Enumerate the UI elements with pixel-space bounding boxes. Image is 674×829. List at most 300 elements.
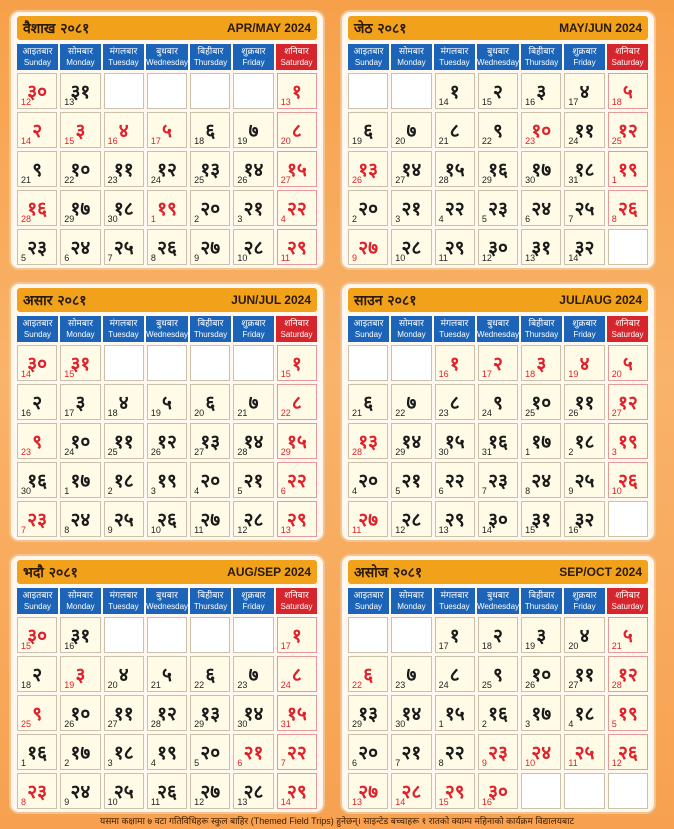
weekday-header <box>60 588 101 614</box>
gregorian-date: 5 <box>194 758 200 768</box>
day-cell[interactable] <box>277 73 317 109</box>
day-cell[interactable] <box>521 734 561 770</box>
day-cell[interactable] <box>391 112 431 148</box>
day-cell[interactable] <box>348 423 388 459</box>
weekday-en: Monday <box>66 58 95 67</box>
day-cell[interactable] <box>478 462 518 498</box>
day-cell[interactable] <box>391 773 431 809</box>
day-cell[interactable] <box>104 695 144 731</box>
day-cell[interactable] <box>190 384 230 420</box>
day-cell[interactable] <box>478 501 518 537</box>
day-cell[interactable] <box>233 695 273 731</box>
day-cell[interactable] <box>277 423 317 459</box>
gregorian-date: 15 <box>280 369 291 379</box>
nepali-date: १६ <box>27 470 48 492</box>
gregorian-date: 27 <box>611 408 622 418</box>
day-cell[interactable] <box>521 190 561 226</box>
gregorian-date: 19 <box>237 136 248 146</box>
day-cell[interactable] <box>233 112 273 148</box>
day-cell[interactable] <box>17 773 57 809</box>
day-cell[interactable] <box>435 773 475 809</box>
day-cell[interactable] <box>608 345 648 381</box>
weekday-np: सोमबार <box>67 318 93 328</box>
day-cell[interactable] <box>190 656 230 692</box>
empty-day-cell <box>147 73 187 109</box>
gregorian-date: 29 <box>352 719 363 729</box>
day-cell[interactable] <box>190 423 230 459</box>
day-cell[interactable] <box>564 151 604 187</box>
day-cell[interactable] <box>564 656 604 692</box>
day-cell[interactable] <box>147 229 187 265</box>
gregorian-date: 30 <box>438 447 449 457</box>
day-cell[interactable] <box>233 190 273 226</box>
day-cell[interactable] <box>348 151 388 187</box>
nepali-date: २० <box>358 198 379 220</box>
day-cell[interactable] <box>608 151 648 187</box>
weekday-np: शुक्रबार <box>241 46 266 56</box>
day-cell[interactable] <box>521 112 561 148</box>
gregorian-date: 19 <box>64 680 75 690</box>
day-cell[interactable] <box>104 773 144 809</box>
day-cell[interactable] <box>277 617 317 653</box>
day-cell[interactable] <box>277 773 317 809</box>
nepali-date: ११ <box>113 431 134 453</box>
weekday-en: Thursday <box>193 58 228 67</box>
day-cell[interactable] <box>391 423 431 459</box>
gregorian-date: 14 <box>21 136 32 146</box>
weekday-header-row <box>348 588 648 614</box>
gregorian-date: 22 <box>481 136 492 146</box>
day-cell[interactable] <box>478 656 518 692</box>
day-cell[interactable] <box>478 151 518 187</box>
day-cell[interactable] <box>60 151 100 187</box>
nepali-date: २० <box>358 742 379 764</box>
day-cell[interactable] <box>391 190 431 226</box>
day-cell[interactable] <box>190 695 230 731</box>
day-cell[interactable] <box>435 617 475 653</box>
day-cell[interactable] <box>277 695 317 731</box>
day-cell[interactable] <box>233 734 273 770</box>
day-cell[interactable] <box>478 695 518 731</box>
weekday-en: Wednesday <box>145 602 189 611</box>
nepali-date: २९ <box>444 237 465 259</box>
weekday-header <box>233 588 274 614</box>
day-cell[interactable] <box>147 190 187 226</box>
day-cell[interactable] <box>564 617 604 653</box>
nepali-date: २५ <box>113 509 134 531</box>
weekday-np: सोमबार <box>67 590 93 600</box>
gregorian-date: 26 <box>568 408 579 418</box>
day-cell[interactable] <box>147 112 187 148</box>
gregorian-date: 13 <box>438 525 449 535</box>
nepali-date: १४ <box>401 703 422 725</box>
day-cell[interactable] <box>277 384 317 420</box>
weekday-np: मंगलबार <box>440 318 469 328</box>
day-cell[interactable] <box>478 73 518 109</box>
day-cell[interactable] <box>277 734 317 770</box>
day-cell[interactable] <box>348 229 388 265</box>
day-cell[interactable] <box>104 734 144 770</box>
day-cell[interactable] <box>348 773 388 809</box>
day-cell[interactable] <box>391 462 431 498</box>
day-cell[interactable] <box>348 112 388 148</box>
day-cell[interactable] <box>60 229 100 265</box>
gregorian-date: 13 <box>352 797 363 807</box>
nepali-date: १ <box>291 625 302 647</box>
day-cell[interactable] <box>478 190 518 226</box>
weekday-header <box>348 588 389 614</box>
gregorian-date: 23 <box>107 175 118 185</box>
day-cell[interactable] <box>564 345 604 381</box>
day-cell[interactable] <box>277 229 317 265</box>
day-cell[interactable] <box>147 462 187 498</box>
day-cell[interactable] <box>478 773 518 809</box>
day-cell[interactable] <box>147 656 187 692</box>
day-cell[interactable] <box>564 462 604 498</box>
weekday-header-row <box>348 44 648 70</box>
gregorian-date: 22 <box>395 408 406 418</box>
nepali-date: ३१ <box>531 237 552 259</box>
day-cell[interactable] <box>564 112 604 148</box>
weekday-np: बिहीबार <box>197 590 224 600</box>
day-cell[interactable] <box>564 695 604 731</box>
gregorian-date: 6 <box>525 214 531 224</box>
day-cell[interactable] <box>608 190 648 226</box>
day-cell[interactable] <box>233 656 273 692</box>
weekday-np: शुक्रबार <box>572 46 597 56</box>
day-cell[interactable] <box>564 734 604 770</box>
day-cell[interactable] <box>277 151 317 187</box>
day-cell[interactable] <box>17 656 57 692</box>
gregorian-date: 21 <box>611 641 622 651</box>
day-cell[interactable] <box>17 229 57 265</box>
gregorian-date: 18 <box>525 369 536 379</box>
nepali-date: ३ <box>75 392 86 414</box>
day-grid <box>17 345 317 537</box>
day-cell[interactable] <box>478 617 518 653</box>
day-cell[interactable] <box>435 190 475 226</box>
day-cell[interactable] <box>60 734 100 770</box>
gregorian-date: 15 <box>481 97 492 107</box>
nepali-date: ४ <box>579 625 590 647</box>
day-cell[interactable] <box>478 345 518 381</box>
weekday-np: शुक्रबार <box>241 318 266 328</box>
day-cell[interactable] <box>104 151 144 187</box>
month-title-np: साउन २०८१ <box>354 292 417 309</box>
day-cell[interactable] <box>104 229 144 265</box>
day-cell[interactable] <box>190 229 230 265</box>
nepali-date: २५ <box>113 781 134 803</box>
gregorian-date: 27 <box>568 680 579 690</box>
day-cell[interactable] <box>435 73 475 109</box>
day-cell[interactable] <box>60 112 100 148</box>
day-cell[interactable] <box>435 462 475 498</box>
day-cell[interactable] <box>60 384 100 420</box>
day-cell[interactable] <box>17 151 57 187</box>
day-cell[interactable] <box>17 345 57 381</box>
day-cell[interactable] <box>60 695 100 731</box>
gregorian-date: 12 <box>481 253 492 263</box>
day-cell[interactable] <box>190 151 230 187</box>
day-cell[interactable] <box>147 423 187 459</box>
gregorian-date: 10 <box>237 253 248 263</box>
weekday-np: बुधबार <box>487 590 509 600</box>
day-cell[interactable] <box>17 423 57 459</box>
weekday-np: शनिबार <box>284 590 309 600</box>
day-cell[interactable] <box>277 462 317 498</box>
day-cell[interactable] <box>521 617 561 653</box>
day-cell[interactable] <box>435 345 475 381</box>
nepali-date: १० <box>531 664 552 686</box>
day-cell[interactable] <box>17 112 57 148</box>
day-cell[interactable] <box>277 656 317 692</box>
nepali-date: १० <box>531 392 552 414</box>
day-cell[interactable] <box>521 423 561 459</box>
weekday-header <box>103 44 144 70</box>
day-cell[interactable] <box>190 462 230 498</box>
nepali-date: १७ <box>531 703 552 725</box>
day-cell[interactable] <box>17 190 57 226</box>
day-cell[interactable] <box>391 501 431 537</box>
day-cell[interactable] <box>564 384 604 420</box>
day-cell[interactable] <box>478 734 518 770</box>
day-cell[interactable] <box>435 151 475 187</box>
gregorian-date: 4 <box>568 719 574 729</box>
weekday-en: Thursday <box>193 602 228 611</box>
gregorian-date: 2 <box>352 214 358 224</box>
day-cell[interactable] <box>147 695 187 731</box>
day-cell[interactable] <box>435 734 475 770</box>
day-cell[interactable] <box>391 229 431 265</box>
day-cell[interactable] <box>348 190 388 226</box>
day-cell[interactable] <box>435 695 475 731</box>
nepali-date: १८ <box>574 159 595 181</box>
gregorian-date: 18 <box>107 408 118 418</box>
day-cell[interactable] <box>60 617 100 653</box>
day-cell[interactable] <box>521 695 561 731</box>
gregorian-date: 17 <box>438 641 449 651</box>
day-cell[interactable] <box>190 190 230 226</box>
nepali-date: २९ <box>286 509 307 531</box>
day-cell[interactable] <box>277 112 317 148</box>
day-cell[interactable] <box>564 73 604 109</box>
day-cell[interactable] <box>104 384 144 420</box>
day-cell[interactable] <box>233 501 273 537</box>
day-cell[interactable] <box>608 423 648 459</box>
gregorian-date: 16 <box>21 408 32 418</box>
day-cell[interactable] <box>521 656 561 692</box>
nepali-date: २४ <box>70 509 91 531</box>
day-cell[interactable] <box>348 501 388 537</box>
day-cell[interactable] <box>147 501 187 537</box>
day-cell[interactable] <box>60 501 100 537</box>
nepali-date: १५ <box>444 159 465 181</box>
nepali-date: १५ <box>286 159 307 181</box>
weekday-header <box>521 588 562 614</box>
day-cell[interactable] <box>233 229 273 265</box>
day-cell[interactable] <box>564 501 604 537</box>
day-cell[interactable] <box>608 617 648 653</box>
nepali-date: २५ <box>574 470 595 492</box>
day-cell[interactable] <box>147 734 187 770</box>
nepali-date: ३० <box>488 781 508 803</box>
day-cell[interactable] <box>147 773 187 809</box>
nepali-date: ११ <box>574 120 595 142</box>
day-cell[interactable] <box>435 112 475 148</box>
day-cell[interactable] <box>233 423 273 459</box>
day-cell[interactable] <box>17 462 57 498</box>
gregorian-date: 30 <box>237 719 248 729</box>
day-cell[interactable] <box>564 423 604 459</box>
day-cell[interactable] <box>608 734 648 770</box>
gregorian-date: 31 <box>280 719 291 729</box>
weekday-header <box>434 44 475 70</box>
day-cell[interactable] <box>147 151 187 187</box>
gregorian-date: 6 <box>280 486 286 496</box>
day-cell[interactable] <box>277 501 317 537</box>
day-cell[interactable] <box>60 773 100 809</box>
gregorian-date: 12 <box>21 97 32 107</box>
day-cell[interactable] <box>60 423 100 459</box>
day-cell[interactable] <box>17 501 57 537</box>
nepali-date: ६ <box>363 664 374 686</box>
day-cell[interactable] <box>435 229 475 265</box>
day-cell[interactable] <box>60 656 100 692</box>
day-cell[interactable] <box>348 384 388 420</box>
day-cell[interactable] <box>521 384 561 420</box>
day-cell[interactable] <box>521 73 561 109</box>
day-cell[interactable] <box>564 229 604 265</box>
day-cell[interactable] <box>608 73 648 109</box>
day-cell[interactable] <box>478 112 518 148</box>
weekday-header <box>190 44 231 70</box>
day-cell[interactable] <box>564 190 604 226</box>
day-cell[interactable] <box>60 345 100 381</box>
gregorian-date: 6 <box>237 758 243 768</box>
day-cell[interactable] <box>104 190 144 226</box>
month-panel <box>9 10 325 270</box>
day-cell[interactable] <box>391 734 431 770</box>
day-cell[interactable] <box>608 112 648 148</box>
day-cell[interactable] <box>521 345 561 381</box>
day-cell[interactable] <box>391 151 431 187</box>
day-cell[interactable] <box>435 656 475 692</box>
day-cell[interactable] <box>104 112 144 148</box>
nepali-date: १९ <box>617 159 638 181</box>
day-cell[interactable] <box>277 345 317 381</box>
empty-day-cell <box>104 73 144 109</box>
day-cell[interactable] <box>190 773 230 809</box>
day-cell[interactable] <box>104 462 144 498</box>
day-cell[interactable] <box>391 384 431 420</box>
nepali-date: २२ <box>286 470 307 492</box>
day-cell[interactable] <box>435 501 475 537</box>
day-cell[interactable] <box>521 462 561 498</box>
weekday-header-row <box>348 316 648 342</box>
day-cell[interactable] <box>608 695 648 731</box>
day-cell[interactable] <box>478 229 518 265</box>
gregorian-date: 25 <box>194 175 205 185</box>
day-cell[interactable] <box>478 384 518 420</box>
day-cell[interactable] <box>391 695 431 731</box>
weekday-np: मंगलबार <box>440 590 469 600</box>
gregorian-date: 13 <box>237 797 248 807</box>
gregorian-date: 22 <box>352 680 363 690</box>
gregorian-date: 17 <box>150 136 161 146</box>
day-cell[interactable] <box>17 617 57 653</box>
day-cell[interactable] <box>104 501 144 537</box>
weekday-np: शुक्रबार <box>572 318 597 328</box>
empty-day-cell <box>147 345 187 381</box>
day-cell[interactable] <box>17 384 57 420</box>
gregorian-date: 16 <box>107 136 118 146</box>
day-cell[interactable] <box>60 73 100 109</box>
gregorian-date: 7 <box>395 758 401 768</box>
day-cell[interactable] <box>233 384 273 420</box>
day-cell[interactable] <box>277 190 317 226</box>
nepali-date: ५ <box>622 353 633 375</box>
nepali-date: १६ <box>488 159 508 181</box>
day-cell[interactable] <box>60 190 100 226</box>
day-cell[interactable] <box>391 656 431 692</box>
day-cell[interactable] <box>348 656 388 692</box>
gregorian-date: 4 <box>352 486 358 496</box>
day-cell[interactable] <box>348 734 388 770</box>
nepali-date: ४ <box>579 81 590 103</box>
weekday-np: बुधबार <box>156 590 178 600</box>
day-cell[interactable] <box>17 734 57 770</box>
nepali-date: १८ <box>113 198 134 220</box>
day-cell[interactable] <box>147 384 187 420</box>
day-cell[interactable] <box>60 462 100 498</box>
weekday-header-row <box>17 316 317 342</box>
day-cell[interactable] <box>190 734 230 770</box>
weekday-header <box>146 588 188 614</box>
day-cell[interactable] <box>521 229 561 265</box>
day-cell[interactable] <box>17 73 57 109</box>
day-cell[interactable] <box>608 656 648 692</box>
day-cell[interactable] <box>104 423 144 459</box>
day-cell[interactable] <box>190 501 230 537</box>
day-cell[interactable] <box>233 151 273 187</box>
nepali-date: १३ <box>358 431 379 453</box>
day-cell[interactable] <box>608 462 648 498</box>
nepali-date: २ <box>32 664 43 686</box>
day-cell[interactable] <box>608 384 648 420</box>
weekday-np: शुक्रबार <box>572 590 597 600</box>
gregorian-date: 7 <box>568 214 574 224</box>
day-cell[interactable] <box>233 462 273 498</box>
gregorian-date: 16 <box>525 97 536 107</box>
day-cell[interactable] <box>435 384 475 420</box>
day-cell[interactable] <box>17 695 57 731</box>
day-cell[interactable] <box>190 112 230 148</box>
day-cell[interactable] <box>233 773 273 809</box>
weekday-np: शनिबार <box>284 318 309 328</box>
weekday-en: Thursday <box>524 58 559 67</box>
nepali-date: १२ <box>617 120 638 142</box>
month-title-en: AUG/SEP 2024 <box>227 565 311 579</box>
day-cell[interactable] <box>521 501 561 537</box>
day-cell[interactable] <box>104 656 144 692</box>
day-cell[interactable] <box>521 151 561 187</box>
weekday-en: Friday <box>573 602 596 611</box>
day-cell[interactable] <box>435 423 475 459</box>
day-cell[interactable] <box>478 423 518 459</box>
gregorian-date: 12 <box>611 758 622 768</box>
day-cell[interactable] <box>348 462 388 498</box>
day-cell[interactable] <box>348 695 388 731</box>
